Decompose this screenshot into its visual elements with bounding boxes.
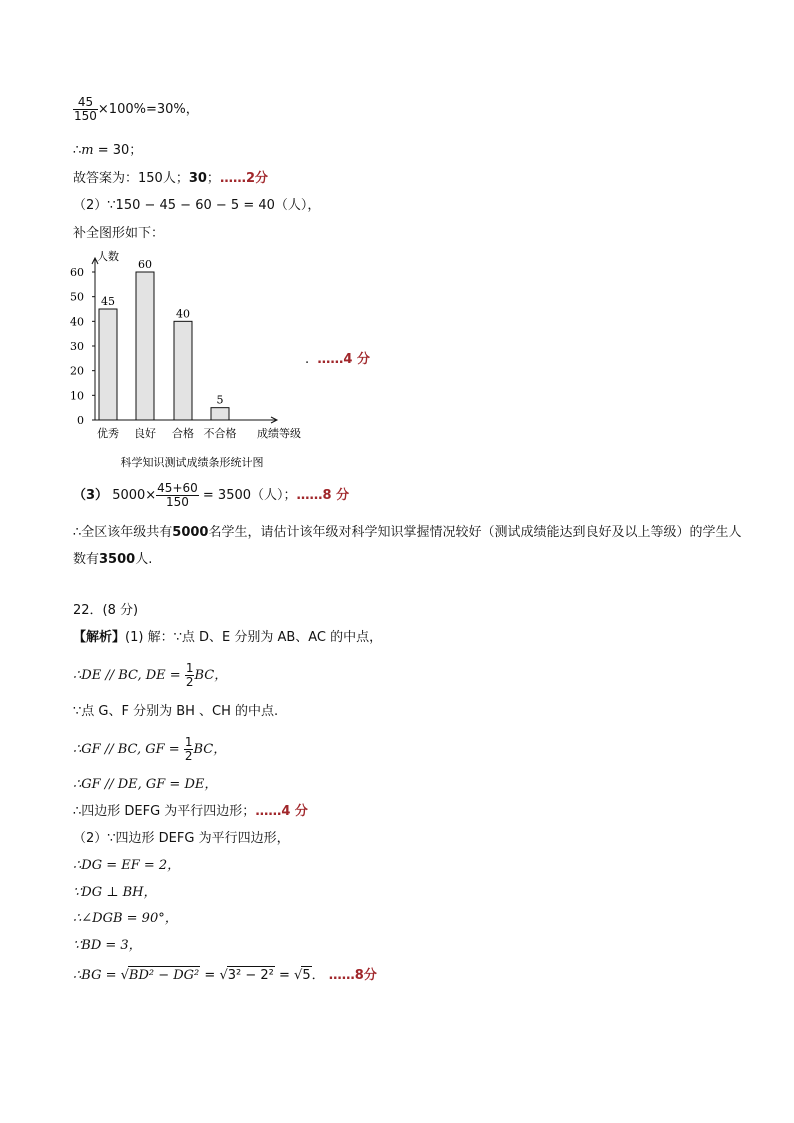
chart-title: 科学知识测试成绩条形统计图 <box>120 456 264 469</box>
q22-l2-text: ∴DE // BC, DE = <box>73 668 185 683</box>
x-axis-label: 成绩等级 <box>257 427 301 440</box>
part2-intro: 补全图形如下： <box>73 226 165 241</box>
therefore-symbol: ∴ <box>73 143 82 158</box>
q22-line-8: ∴DG = EF = 2， <box>73 858 181 873</box>
chart-score-line <box>305 351 370 369</box>
q22-line-5: ∴GF // DE, GF = DE， <box>73 777 218 792</box>
bar <box>174 321 192 420</box>
category-label: 优秀 <box>97 427 119 440</box>
q22-l12-lhs: ∴BG = <box>73 968 121 983</box>
sqrt-expr-2: 3² − 2² <box>227 968 274 983</box>
bar-chart <box>70 246 320 471</box>
part3-prefix: （3） <box>73 488 109 503</box>
bar-data-label: 40 <box>176 307 190 321</box>
q22-line-12: ∴BG = √BD² − DG² = √3² − 2² = √5． ……8分 <box>73 968 377 983</box>
q22-line-10: ∴∠DGB = 90°， <box>73 911 178 926</box>
q22-l2-tail: BC， <box>194 668 228 683</box>
y-tick-label: 20 <box>70 364 84 378</box>
half-num-1: 1 <box>185 661 194 675</box>
y-tick-label: 50 <box>70 290 84 304</box>
y-tick-label: 30 <box>70 340 84 353</box>
half-den-1: 2 <box>185 675 194 689</box>
conclusion-bold-2: 3500 <box>99 552 136 567</box>
q22-l12-eq: = <box>200 968 220 983</box>
q22-l4-text: ∴GF // BC, GF = <box>73 742 184 757</box>
fraction-line <box>73 96 199 123</box>
score-4: ……4 分 <box>317 352 370 367</box>
answer-prefix: 故答案为：150人； <box>73 171 189 186</box>
q22-l1-text: (1) 解：∵点 D、E 分别为 AB、AC 的中点， <box>125 630 383 645</box>
conclusion-paragraph <box>73 519 743 573</box>
bar-data-label: 60 <box>138 258 152 271</box>
category-label: 合格 <box>172 427 194 440</box>
y-tick-label: 40 <box>70 315 84 329</box>
part3-fraction <box>156 482 199 509</box>
fraction-tail: ×100%=30%， <box>97 102 199 117</box>
part3-denominator: 150 <box>166 495 189 509</box>
jiexi-label: 【解析】 <box>73 630 126 645</box>
q22-l12-eq2: = <box>274 968 295 983</box>
chart-score-dot: . <box>305 352 310 367</box>
q22-header: 22．(8 分) <box>73 603 139 618</box>
bar <box>211 408 229 420</box>
q22-l12-end: ． <box>311 968 325 983</box>
bar-data-label: 45 <box>101 295 115 308</box>
q22-line-4 <box>73 736 226 763</box>
y-tick-label: 0 <box>77 414 84 427</box>
sqrt-expr-1: BD² − DG² <box>128 968 200 983</box>
conclusion-1: ∴全区该年级共有 <box>73 525 173 540</box>
q22-line-7: （2）∵四边形 DEFG 为平行四边形， <box>73 831 290 846</box>
score-2: ……2分 <box>219 171 268 186</box>
conclusion-3: 人. <box>135 552 153 567</box>
bar <box>99 309 117 420</box>
part2-line: （2）∵150 − 45 − 60 − 5 = 40（人）， <box>73 198 321 213</box>
y-tick-label: 60 <box>70 266 84 279</box>
bar <box>136 272 154 420</box>
q22-line-11: ∵BD = 3， <box>73 938 142 953</box>
q22-line-2 <box>73 662 227 689</box>
half-den-2: 2 <box>184 749 193 763</box>
conclusion-2: 名学生，请估计该年级对科学知识掌握情况较好（测试成绩能达到良好及以上等级）的学生人数有 <box>73 525 742 567</box>
category-label: 不合格 <box>203 427 237 440</box>
q22-l4-tail: BC， <box>193 742 227 757</box>
bar-data-label: 5 <box>216 393 224 407</box>
category-label: 良好 <box>134 427 156 440</box>
answer-sep: ； <box>206 171 220 186</box>
conclusion-bold-1: 5000 <box>172 525 209 540</box>
sqrt-expr-3: 5 <box>302 968 311 983</box>
part3-line <box>73 482 349 509</box>
y-tick-label: 10 <box>70 389 84 403</box>
answer-line <box>73 170 268 188</box>
part3-right: = 3500（人）； <box>202 488 297 503</box>
part3-left: 5000× <box>112 488 157 503</box>
q22-line-9: ∵DG ⊥ BH， <box>73 885 157 900</box>
half-num-2: 1 <box>184 735 193 749</box>
part3-numerator: 45+60 <box>157 481 198 495</box>
score-8: ……8 分 <box>296 488 350 503</box>
q22-score-8: ……8分 <box>328 968 377 983</box>
fraction-denominator: 150 <box>74 109 97 123</box>
m-line <box>73 142 142 160</box>
q22-score-4: ……4 分 <box>255 804 308 819</box>
y-axis-label: 人数 <box>97 250 119 263</box>
half-fraction-2 <box>184 736 194 763</box>
m-variable: m <box>81 143 94 158</box>
m-equation: = 30； <box>93 143 143 158</box>
q22-line-3: ∵点 G、F 分别为 BH 、CH 的中点. <box>73 704 279 719</box>
fraction-numerator: 45 <box>73 96 98 110</box>
q22-line-6 <box>73 803 308 821</box>
fraction <box>73 96 98 123</box>
q22-l6-text: ∴四边形 DEFG 为平行四边形； <box>73 804 256 819</box>
q22-line-1 <box>73 629 382 647</box>
answer-bold: 30 <box>188 171 207 186</box>
